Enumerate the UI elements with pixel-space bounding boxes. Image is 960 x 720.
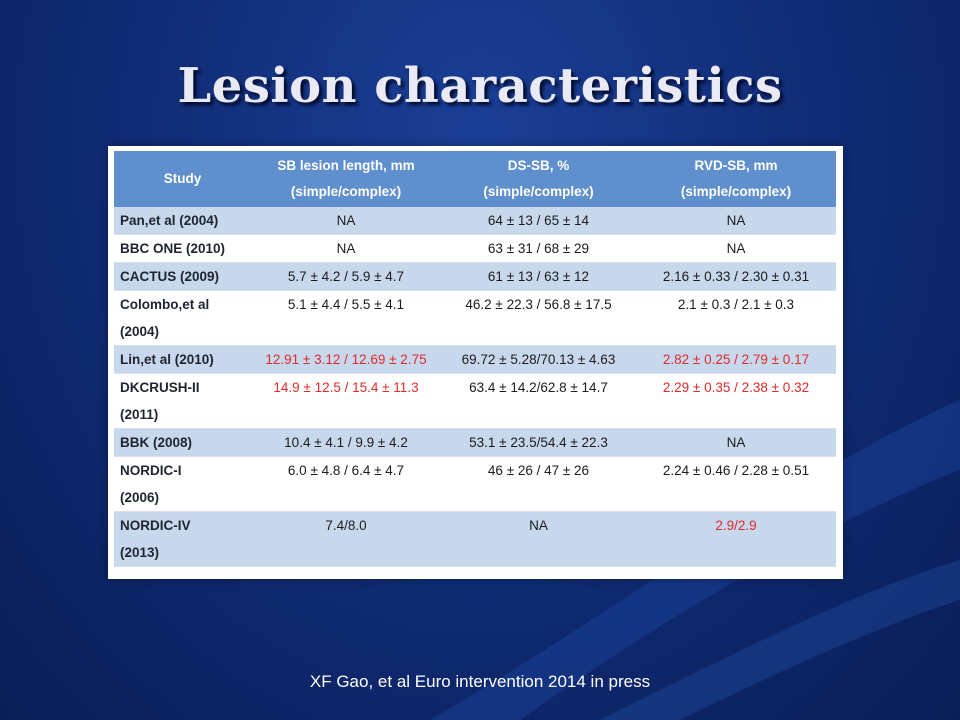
lesion-table [114, 151, 836, 567]
citation: XF Gao, et al Euro intervention 2014 in press [309, 672, 651, 691]
study-cell: NORDIC-I (2006) [114, 457, 251, 512]
study-cell: BBC ONE (2010) [114, 235, 251, 263]
header-ds-sb: DS-SB, % (simple/complex) [441, 151, 636, 207]
rvd-sb-cell: NA [636, 207, 836, 235]
sb-lesion-length-cell: 10.4 ± 4.1 / 9.9 ± 4.2 [251, 429, 441, 457]
ds-sb-cell: 61 ± 13 / 63 ± 12 [441, 263, 636, 291]
study-cell: Lin,et al (2010) [114, 346, 251, 374]
table-row [114, 457, 836, 512]
table-row [114, 291, 836, 346]
study-cell: Colombo,et al (2004) [114, 291, 251, 346]
ds-sb-cell: 64 ± 13 / 65 ± 14 [441, 207, 636, 235]
study-cell: Pan,et al (2004) [114, 207, 251, 235]
sb-lesion-length-cell: 12.91 ± 3.12 / 12.69 ± 2.75 [251, 346, 441, 374]
table-row [114, 512, 836, 567]
rvd-sb-cell: 2.1 ± 0.3 / 2.1 ± 0.3 [636, 291, 836, 346]
sb-lesion-length-cell: 6.0 ± 4.8 / 6.4 ± 4.7 [251, 457, 441, 512]
study-cell: DKCRUSH-II (2011) [114, 374, 251, 429]
header-sb-lesion-length: SB lesion length, mm (simple/complex) [251, 151, 441, 207]
table-frame [108, 146, 843, 579]
ds-sb-cell: 69.72 ± 5.28/70.13 ± 4.63 [441, 346, 636, 374]
study-cell: NORDIC-IV (2013) [114, 512, 251, 567]
sb-lesion-length-cell: 5.1 ± 4.4 / 5.5 ± 4.1 [251, 291, 441, 346]
rvd-sb-cell: 2.24 ± 0.46 / 2.28 ± 0.51 [636, 457, 836, 512]
sb-lesion-length-cell: 5.7 ± 4.2 / 5.9 ± 4.7 [251, 263, 441, 291]
rvd-sb-cell: 2.9/2.9 [636, 512, 836, 567]
study-cell: CACTUS (2009) [114, 263, 251, 291]
sb-lesion-length-cell: NA [251, 207, 441, 235]
ds-sb-cell: 46 ± 26 / 47 ± 26 [441, 457, 636, 512]
table-row [114, 235, 836, 263]
table-row [114, 263, 836, 291]
rvd-sb-cell: 2.29 ± 0.35 / 2.38 ± 0.32 [636, 374, 836, 429]
sb-lesion-length-cell: 7.4/8.0 [251, 512, 441, 567]
table-row [114, 429, 836, 457]
rvd-sb-cell: 2.16 ± 0.33 / 2.30 ± 0.31 [636, 263, 836, 291]
table-header-row [114, 151, 836, 207]
slide-title: Lesion characteristics [177, 58, 783, 114]
ds-sb-cell: 63.4 ± 14.2/62.8 ± 14.7 [441, 374, 636, 429]
sb-lesion-length-cell: NA [251, 235, 441, 263]
rvd-sb-cell: NA [636, 235, 836, 263]
table-row [114, 207, 836, 235]
ds-sb-cell: 46.2 ± 22.3 / 56.8 ± 17.5 [441, 291, 636, 346]
rvd-sb-cell: 2.82 ± 0.25 / 2.79 ± 0.17 [636, 346, 836, 374]
ds-sb-cell: 53.1 ± 23.5/54.4 ± 22.3 [441, 429, 636, 457]
sb-lesion-length-cell: 14.9 ± 12.5 / 15.4 ± 11.3 [251, 374, 441, 429]
table-body [114, 207, 836, 567]
header-study: Study [114, 151, 251, 207]
table-row [114, 346, 836, 374]
study-cell: BBK (2008) [114, 429, 251, 457]
ds-sb-cell: NA [441, 512, 636, 567]
rvd-sb-cell: NA [636, 429, 836, 457]
ds-sb-cell: 63 ± 31 / 68 ± 29 [441, 235, 636, 263]
table-row [114, 374, 836, 429]
header-rvd-sb: RVD-SB, mm (simple/complex) [636, 151, 836, 207]
